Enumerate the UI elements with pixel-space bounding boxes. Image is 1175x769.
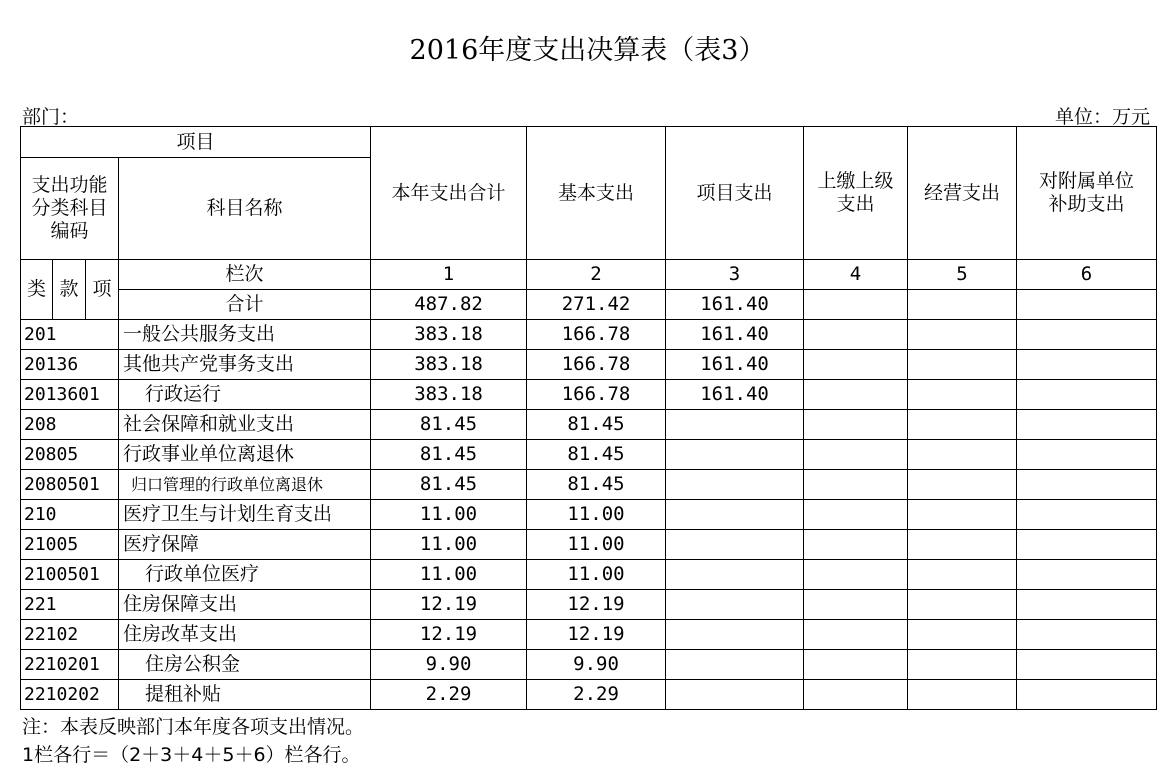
header-col-project: 项目支出 [666,127,804,260]
row-basic: 81.45 [527,410,666,440]
table-row [21,320,1157,350]
row-project: 161.40 [666,380,804,410]
expenditure-table [20,126,1157,710]
row-basic: 12.19 [527,620,666,650]
row-project: 161.40 [666,320,804,350]
row-project [666,680,804,710]
row-code: 2100501 [21,560,119,590]
row-basic: 11.00 [527,530,666,560]
row-project [666,440,804,470]
row-total: 81.45 [371,410,527,440]
row-basic: 166.78 [527,350,666,380]
row-basic: 2.29 [527,680,666,710]
row-business [908,410,1017,440]
row-project [666,590,804,620]
row-basic: 81.45 [527,440,666,470]
table-row [21,590,1157,620]
table-row [21,440,1157,470]
row-basic: 9.90 [527,650,666,680]
total-row-label: 合计 [119,290,371,320]
row-upper [804,470,908,500]
row-upper [804,530,908,560]
row-project [666,620,804,650]
table-row [21,380,1157,410]
total-row-basic: 271.42 [527,290,666,320]
row-subsidy [1017,410,1157,440]
col-number-6: 6 [1017,260,1157,290]
row-project [666,650,804,680]
row-name: 归口管理的行政单位离退休 [119,470,371,500]
row-project [666,410,804,440]
row-business [908,650,1017,680]
row-subsidy [1017,560,1157,590]
row-total: 383.18 [371,380,527,410]
row-code: 2013601 [21,380,119,410]
unit-label: 单位：万元 [1054,106,1150,128]
row-code: 201 [21,320,119,350]
row-total: 383.18 [371,320,527,350]
col-number-5: 5 [908,260,1017,290]
row-project [666,470,804,500]
header-col-total: 本年支出合计 [371,127,527,260]
total-row-upper [804,290,908,320]
row-name: 行政事业单位离退休 [119,440,371,470]
row-code: 210 [21,500,119,530]
row-basic: 12.19 [527,590,666,620]
total-row-subsidy [1017,290,1157,320]
total-row-total: 487.82 [371,290,527,320]
table-row [21,470,1157,500]
row-upper [804,680,908,710]
row-code: 2210201 [21,650,119,680]
row-upper [804,320,908,350]
header-func-code: 支出功能分类科目编码 [21,158,119,260]
table-row [21,530,1157,560]
department-label: 部门： [22,106,80,128]
row-subsidy [1017,680,1157,710]
row-subsidy [1017,590,1157,620]
header-kuan: 款 [53,260,86,320]
row-name: 住房保障支出 [119,590,371,620]
row-project: 161.40 [666,350,804,380]
row-business [908,470,1017,500]
table-row [21,560,1157,590]
row-business [908,530,1017,560]
row-upper [804,410,908,440]
row-subsidy [1017,380,1157,410]
header-project: 项目 [21,127,371,158]
row-business [908,680,1017,710]
row-code: 21005 [21,530,119,560]
row-total: 9.90 [371,650,527,680]
row-subsidy [1017,500,1157,530]
row-basic: 166.78 [527,380,666,410]
col-number-3: 3 [666,260,804,290]
row-business [908,620,1017,650]
row-business [908,590,1017,620]
table-row [21,350,1157,380]
row-subsidy [1017,470,1157,500]
row-business [908,380,1017,410]
row-upper [804,620,908,650]
row-upper [804,380,908,410]
row-upper [804,440,908,470]
col-number-4: 4 [804,260,908,290]
row-name: 行政单位医疗 [119,560,371,590]
row-total: 12.19 [371,590,527,620]
row-subsidy [1017,620,1157,650]
row-code: 20136 [21,350,119,380]
table-row [21,620,1157,650]
total-row-business [908,290,1017,320]
row-code: 2080501 [21,470,119,500]
row-subsidy [1017,530,1157,560]
row-project [666,560,804,590]
row-total: 12.19 [371,620,527,650]
table-row [21,680,1157,710]
row-name: 一般公共服务支出 [119,320,371,350]
row-basic: 11.00 [527,500,666,530]
row-total: 81.45 [371,440,527,470]
row-name: 医疗卫生与计划生育支出 [119,500,371,530]
row-business [908,350,1017,380]
row-name: 其他共产党事务支出 [119,350,371,380]
row-upper [804,590,908,620]
footnote-2: 1栏各行＝（2＋3＋4＋5＋6）栏各行。 [22,744,361,766]
footnote-1: 注：本表反映部门本年度各项支出情况。 [22,716,365,738]
header-subject-name: 科目名称 [119,158,371,260]
table-row [21,410,1157,440]
row-business [908,320,1017,350]
row-name: 住房改革支出 [119,620,371,650]
header-col-subsidy: 对附属单位补助支出 [1017,127,1157,260]
table-row [21,650,1157,680]
row-name: 医疗保障 [119,530,371,560]
header-lei: 类 [21,260,53,320]
header-lanci: 栏次 [119,260,371,290]
row-basic: 11.00 [527,560,666,590]
row-project [666,500,804,530]
col-number-1: 1 [371,260,527,290]
table-row [21,500,1157,530]
header-col-business: 经营支出 [908,127,1017,260]
row-code: 208 [21,410,119,440]
row-business [908,560,1017,590]
row-subsidy [1017,440,1157,470]
row-basic: 81.45 [527,470,666,500]
row-name: 行政运行 [119,380,371,410]
row-upper [804,650,908,680]
row-upper [804,350,908,380]
row-name: 社会保障和就业支出 [119,410,371,440]
header-col-basic: 基本支出 [527,127,666,260]
row-name: 提租补贴 [119,680,371,710]
row-code: 2210202 [21,680,119,710]
header-xiang: 项 [86,260,119,320]
row-project [666,530,804,560]
row-subsidy [1017,320,1157,350]
row-subsidy [1017,350,1157,380]
row-upper [804,500,908,530]
row-total: 11.00 [371,530,527,560]
page-title: 2016年度支出决算表（表3） [409,35,766,66]
row-total: 11.00 [371,500,527,530]
total-row-project: 161.40 [666,290,804,320]
row-total: 383.18 [371,350,527,380]
row-business [908,440,1017,470]
row-upper [804,560,908,590]
row-code: 20805 [21,440,119,470]
header-col-upper: 上缴上级支出 [804,127,908,260]
row-total: 81.45 [371,470,527,500]
row-code: 22102 [21,620,119,650]
row-business [908,500,1017,530]
row-subsidy [1017,650,1157,680]
row-total: 11.00 [371,560,527,590]
row-code: 221 [21,590,119,620]
col-number-2: 2 [527,260,666,290]
row-name: 住房公积金 [119,650,371,680]
row-total: 2.29 [371,680,527,710]
row-basic: 166.78 [527,320,666,350]
